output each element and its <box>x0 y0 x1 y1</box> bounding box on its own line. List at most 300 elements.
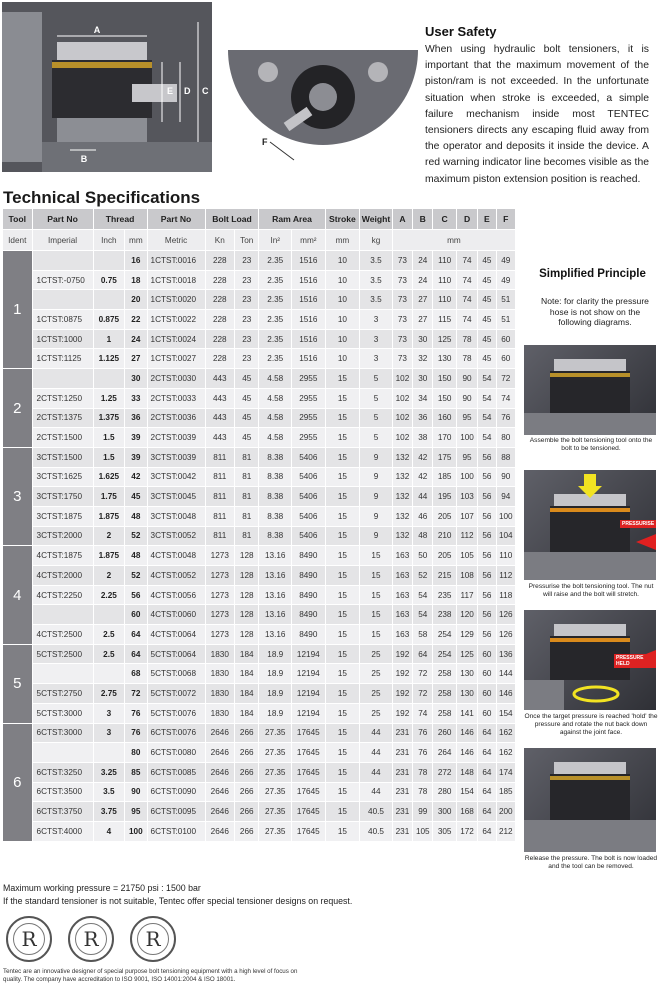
cell-weight: 9 <box>360 467 393 487</box>
table-subheader-row <box>3 230 516 251</box>
cell-stroke: 15 <box>325 467 360 487</box>
header-tool: Tool <box>3 209 33 230</box>
cell-dim-b: 30 <box>413 369 433 389</box>
cell-bolt-load-ton: 23 <box>235 270 259 290</box>
cell-dim-c: 160 <box>433 408 456 428</box>
cell-bolt-load-kn: 228 <box>205 329 235 349</box>
cell-dim-c: 125 <box>433 329 456 349</box>
cell-ram-area-in2: 4.58 <box>259 369 292 389</box>
cell-dim-c: 280 <box>433 782 456 802</box>
cell-weight: 3.5 <box>360 290 393 310</box>
cell-thread-mm: 39 <box>125 447 147 467</box>
cell-part-no-metric: 2CTST:0036 <box>147 408 205 428</box>
cell-dim-b: 72 <box>413 664 433 684</box>
cell-dim-c: 205 <box>433 546 456 566</box>
cell-dim-b: 105 <box>413 821 433 841</box>
tool-ident-cell: 6 <box>3 723 33 841</box>
cell-dim-b: 36 <box>413 408 433 428</box>
cell-bolt-load-ton: 23 <box>235 251 259 271</box>
cell-dim-f: 72 <box>496 369 515 389</box>
cell-ram-area-in2: 18.9 <box>259 703 292 723</box>
cell-bolt-load-kn: 1830 <box>205 644 235 664</box>
cell-dim-a: 73 <box>392 251 412 271</box>
cell-dim-d: 74 <box>456 251 477 271</box>
cell-part-no-metric: 4CTST:0064 <box>147 625 205 645</box>
table-row <box>3 310 516 330</box>
cell-dim-e: 54 <box>478 408 496 428</box>
cell-ram-area-mm2: 1516 <box>292 329 326 349</box>
cell-ram-area-in2: 4.58 <box>259 408 292 428</box>
table-row <box>3 526 516 546</box>
cell-stroke: 15 <box>325 644 360 664</box>
cell-dim-e: 56 <box>478 467 496 487</box>
cell-thread-inch <box>93 664 125 684</box>
table-row <box>3 821 516 841</box>
seal-letter: R <box>13 923 45 955</box>
cell-thread-mm: 20 <box>125 290 147 310</box>
cell-bolt-load-ton: 81 <box>235 506 259 526</box>
label-e: E <box>167 86 174 96</box>
cell-stroke: 15 <box>325 664 360 684</box>
cell-ram-area-in2: 18.9 <box>259 664 292 684</box>
cell-dim-b: 46 <box>413 506 433 526</box>
cell-weight: 3 <box>360 349 393 369</box>
cell-part-no-imperial: 1CTST:1125 <box>32 349 93 369</box>
pressure-held-tag: PRESSURE HELD <box>614 654 656 668</box>
cell-part-no-metric: 6CTST:0095 <box>147 802 205 822</box>
subheader-inch: Inch <box>93 230 125 251</box>
cell-dim-c: 185 <box>433 467 456 487</box>
cell-ram-area-mm2: 8490 <box>292 605 326 625</box>
cell-dim-a: 231 <box>392 802 412 822</box>
cell-stroke: 15 <box>325 566 360 586</box>
table-row <box>3 762 516 782</box>
header-bolt-load: Bolt Load <box>205 209 259 230</box>
cell-dim-f: 51 <box>496 290 515 310</box>
cell-thread-mm: 60 <box>125 605 147 625</box>
table-row <box>3 566 516 586</box>
cell-bolt-load-kn: 1273 <box>205 566 235 586</box>
cell-dim-c: 215 <box>433 566 456 586</box>
cell-dim-a: 231 <box>392 762 412 782</box>
cell-bolt-load-kn: 1830 <box>205 703 235 723</box>
cell-dim-a: 132 <box>392 526 412 546</box>
step-1-photo <box>524 345 656 435</box>
cell-part-no-imperial: 4CTST:2250 <box>32 585 93 605</box>
cell-weight: 44 <box>360 762 393 782</box>
cell-dim-f: 200 <box>496 802 515 822</box>
step-2-caption: Pressurise the bolt tensioning tool. The nut will raise and the bolt will stretch. <box>528 583 654 598</box>
cell-dim-d: 103 <box>456 487 477 507</box>
label-a: A <box>93 25 101 35</box>
cell-dim-d: 78 <box>456 329 477 349</box>
cell-dim-c: 175 <box>433 447 456 467</box>
cell-dim-a: 231 <box>392 821 412 841</box>
cell-bolt-load-kn: 811 <box>205 467 235 487</box>
cell-part-no-imperial: 5CTST:2500 <box>32 644 93 664</box>
cell-ram-area-mm2: 2955 <box>292 428 326 448</box>
cell-thread-mm: 90 <box>125 782 147 802</box>
cell-stroke: 15 <box>325 802 360 822</box>
cell-part-no-metric: 1CTST:0022 <box>147 310 205 330</box>
cell-dim-e: 64 <box>478 762 496 782</box>
cell-thread-mm: 45 <box>125 487 147 507</box>
table-row <box>3 802 516 822</box>
step-3-photo <box>524 610 656 710</box>
cell-part-no-metric: 5CTST:0072 <box>147 684 205 704</box>
cell-thread-inch: 2 <box>93 566 125 586</box>
cell-weight: 15 <box>360 546 393 566</box>
cell-part-no-imperial: 6CTST:3250 <box>32 762 93 782</box>
cell-weight: 9 <box>360 506 393 526</box>
cell-dim-a: 192 <box>392 664 412 684</box>
cell-stroke: 15 <box>325 684 360 704</box>
cell-ram-area-in2: 27.35 <box>259 762 292 782</box>
cell-part-no-imperial: 5CTST:2750 <box>32 684 93 704</box>
cell-part-no-imperial: 1CTST:1000 <box>32 329 93 349</box>
table-row <box>3 644 516 664</box>
cell-ram-area-in2: 2.35 <box>259 310 292 330</box>
cell-stroke: 15 <box>325 762 360 782</box>
cell-part-no-metric: 2CTST:0033 <box>147 388 205 408</box>
cell-thread-inch: 1.875 <box>93 506 125 526</box>
cell-thread-mm: 64 <box>125 625 147 645</box>
cell-part-no-imperial: 2CTST:1375 <box>32 408 93 428</box>
cell-part-no-metric: 4CTST:0060 <box>147 605 205 625</box>
cell-dim-d: 105 <box>456 546 477 566</box>
table-row <box>3 546 516 566</box>
cell-dim-d: 146 <box>456 743 477 763</box>
cell-thread-inch: 2 <box>93 526 125 546</box>
cell-dim-e: 45 <box>478 310 496 330</box>
cell-part-no-metric: 4CTST:0048 <box>147 546 205 566</box>
cell-thread-mm: 36 <box>125 408 147 428</box>
cell-thread-inch: 1.25 <box>93 388 125 408</box>
cell-part-no-metric: 6CTST:0080 <box>147 743 205 763</box>
header-weight: Weight <box>360 209 393 230</box>
cell-dim-c: 258 <box>433 703 456 723</box>
cell-ram-area-mm2: 8490 <box>292 566 326 586</box>
cell-weight: 15 <box>360 605 393 625</box>
cell-bolt-load-ton: 266 <box>235 743 259 763</box>
cell-ram-area-in2: 27.35 <box>259 743 292 763</box>
header-thread: Thread <box>93 209 147 230</box>
cell-dim-d: 90 <box>456 388 477 408</box>
cell-thread-mm: 48 <box>125 506 147 526</box>
cell-thread-inch: 2.5 <box>93 625 125 645</box>
cell-part-no-imperial: 3CTST:1625 <box>32 467 93 487</box>
cell-thread-inch <box>93 290 125 310</box>
cell-part-no-metric: 1CTST:0018 <box>147 270 205 290</box>
cell-bolt-load-ton: 81 <box>235 487 259 507</box>
cell-dim-c: 150 <box>433 369 456 389</box>
cell-bolt-load-ton: 266 <box>235 723 259 743</box>
cell-thread-mm: 80 <box>125 743 147 763</box>
cell-weight: 3.5 <box>360 270 393 290</box>
table-row <box>3 684 516 704</box>
cell-stroke: 15 <box>325 369 360 389</box>
cell-dim-a: 192 <box>392 644 412 664</box>
cell-thread-inch: 1.5 <box>93 428 125 448</box>
cell-bolt-load-ton: 184 <box>235 703 259 723</box>
cell-dim-e: 56 <box>478 447 496 467</box>
cell-dim-e: 45 <box>478 251 496 271</box>
cell-dim-e: 54 <box>478 428 496 448</box>
cell-ram-area-mm2: 5406 <box>292 487 326 507</box>
cell-dim-f: 110 <box>496 546 515 566</box>
cell-stroke: 15 <box>325 506 360 526</box>
header-b: B <box>413 209 433 230</box>
cell-thread-mm: 56 <box>125 585 147 605</box>
cell-dim-f: 88 <box>496 447 515 467</box>
cell-dim-b: 76 <box>413 743 433 763</box>
header-d: D <box>456 209 477 230</box>
cell-stroke: 10 <box>325 349 360 369</box>
cell-dim-b: 99 <box>413 802 433 822</box>
cell-bolt-load-ton: 266 <box>235 802 259 822</box>
cell-dim-c: 254 <box>433 625 456 645</box>
cell-ram-area-in2: 2.35 <box>259 251 292 271</box>
cell-ram-area-in2: 8.38 <box>259 447 292 467</box>
cell-dim-f: 136 <box>496 644 515 664</box>
cell-dim-d: 74 <box>456 290 477 310</box>
cell-dim-a: 231 <box>392 743 412 763</box>
cell-bolt-load-kn: 228 <box>205 310 235 330</box>
cell-dim-e: 64 <box>478 821 496 841</box>
cell-part-no-metric: 3CTST:0048 <box>147 506 205 526</box>
cell-ram-area-in2: 27.35 <box>259 782 292 802</box>
cell-thread-mm: 52 <box>125 526 147 546</box>
cell-dim-f: 174 <box>496 762 515 782</box>
cell-dim-c: 210 <box>433 526 456 546</box>
cell-stroke: 15 <box>325 782 360 802</box>
tool-ident-cell: 2 <box>3 369 33 448</box>
label-b: B <box>80 154 88 164</box>
cell-bolt-load-kn: 811 <box>205 526 235 546</box>
cell-dim-b: 27 <box>413 290 433 310</box>
cell-part-no-metric: 3CTST:0045 <box>147 487 205 507</box>
cell-dim-a: 231 <box>392 782 412 802</box>
header-part-no-metric: Part No <box>147 209 205 230</box>
subheader-imperial: Imperial <box>32 230 93 251</box>
cell-bolt-load-ton: 184 <box>235 644 259 664</box>
cell-part-no-imperial <box>32 369 93 389</box>
cell-thread-inch: 3.75 <box>93 802 125 822</box>
cell-ram-area-in2: 2.35 <box>259 329 292 349</box>
step-4-caption: Release the pressure. The bolt is now loaded and the tool can be removed. <box>524 855 658 870</box>
cell-bolt-load-ton: 184 <box>235 684 259 704</box>
cell-dim-a: 73 <box>392 270 412 290</box>
subheader-dimensions-mm: mm <box>392 230 515 251</box>
cell-dim-e: 45 <box>478 270 496 290</box>
tensioner-dimension-photo <box>2 2 212 172</box>
seal-letter: R <box>137 923 169 955</box>
cell-ram-area-in2: 2.35 <box>259 270 292 290</box>
cell-dim-b: 44 <box>413 487 433 507</box>
cell-thread-inch: 3 <box>93 723 125 743</box>
cell-dim-d: 95 <box>456 408 477 428</box>
cell-part-no-metric: 3CTST:0042 <box>147 467 205 487</box>
cell-ram-area-in2: 2.35 <box>259 349 292 369</box>
cell-bolt-load-ton: 23 <box>235 329 259 349</box>
cell-dim-b: 76 <box>413 723 433 743</box>
cell-dim-f: 60 <box>496 329 515 349</box>
cell-bolt-load-ton: 23 <box>235 290 259 310</box>
cell-bolt-load-ton: 128 <box>235 585 259 605</box>
cell-thread-mm: 52 <box>125 566 147 586</box>
cell-dim-e: 60 <box>478 703 496 723</box>
cell-dim-b: 42 <box>413 467 433 487</box>
cell-bolt-load-kn: 2646 <box>205 762 235 782</box>
cell-dim-e: 54 <box>478 369 496 389</box>
cell-dim-a: 163 <box>392 566 412 586</box>
tool-ident-cell: 1 <box>3 251 33 369</box>
subheader-ident: Ident <box>3 230 33 251</box>
cell-stroke: 15 <box>325 487 360 507</box>
cell-thread-mm: 95 <box>125 802 147 822</box>
cell-dim-c: 150 <box>433 388 456 408</box>
cell-ram-area-mm2: 8490 <box>292 585 326 605</box>
cell-thread-mm: 24 <box>125 329 147 349</box>
cell-thread-mm: 30 <box>125 369 147 389</box>
cell-bolt-load-kn: 228 <box>205 251 235 271</box>
cell-dim-b: 27 <box>413 310 433 330</box>
cell-stroke: 15 <box>325 428 360 448</box>
cell-thread-inch: 1.375 <box>93 408 125 428</box>
tensioner-top-view-drawing <box>228 42 418 178</box>
cell-thread-mm: 76 <box>125 703 147 723</box>
cell-ram-area-mm2: 8490 <box>292 625 326 645</box>
cell-dim-a: 132 <box>392 506 412 526</box>
cell-thread-inch <box>93 743 125 763</box>
cell-thread-inch: 0.875 <box>93 310 125 330</box>
max-pressure-note: Maximum working pressure = 21750 psi : 1500 bar <box>3 883 201 893</box>
cell-thread-mm: 72 <box>125 684 147 704</box>
subheader-mm2: mm² <box>292 230 326 251</box>
cell-dim-c: 254 <box>433 644 456 664</box>
cell-thread-inch: 2.5 <box>93 644 125 664</box>
cell-dim-f: 60 <box>496 349 515 369</box>
cell-ram-area-in2: 13.16 <box>259 625 292 645</box>
cell-bolt-load-kn: 443 <box>205 408 235 428</box>
cell-weight: 15 <box>360 585 393 605</box>
cell-thread-mm: 18 <box>125 270 147 290</box>
cell-dim-e: 54 <box>478 388 496 408</box>
cell-thread-inch: 1.5 <box>93 447 125 467</box>
cell-dim-a: 73 <box>392 349 412 369</box>
cell-thread-inch: 3.5 <box>93 782 125 802</box>
cell-ram-area-in2: 13.16 <box>259 566 292 586</box>
cell-bolt-load-kn: 2646 <box>205 723 235 743</box>
cell-dim-a: 163 <box>392 546 412 566</box>
cell-weight: 15 <box>360 625 393 645</box>
cell-part-no-metric: 1CTST:0027 <box>147 349 205 369</box>
user-safety-title: User Safety <box>425 24 497 39</box>
cell-part-no-metric: 5CTST:0064 <box>147 644 205 664</box>
cell-bolt-load-ton: 45 <box>235 408 259 428</box>
cell-dim-c: 110 <box>433 270 456 290</box>
cell-stroke: 10 <box>325 270 360 290</box>
cell-dim-d: 117 <box>456 585 477 605</box>
cell-part-no-imperial: 6CTST:3000 <box>32 723 93 743</box>
cell-thread-inch: 1 <box>93 329 125 349</box>
tensioner-dimension-drawing <box>2 2 212 172</box>
subheader-in2: In² <box>259 230 292 251</box>
user-safety-body: When using hydraulic bolt tensioners, it is important that the maximum movement of the piston/ram is not exceeded. In the unfortunate situation when stroke is exceeded, a simple failure mechanism inside most TENTEC tensioners directs any escaping fluid away from the operator and deposits it inside the device. A red warning indicator line becomes visible as the maximum piston extension position is reached. <box>425 44 649 185</box>
header-stroke: Stroke <box>325 209 360 230</box>
cell-dim-b: 54 <box>413 585 433 605</box>
cell-bolt-load-kn: 811 <box>205 506 235 526</box>
cell-bolt-load-ton: 45 <box>235 369 259 389</box>
cell-stroke: 15 <box>325 703 360 723</box>
cell-bolt-load-kn: 2646 <box>205 821 235 841</box>
cell-ram-area-in2: 4.58 <box>259 388 292 408</box>
cell-part-no-metric: 2CTST:0030 <box>147 369 205 389</box>
cell-dim-b: 54 <box>413 605 433 625</box>
cell-bolt-load-kn: 1830 <box>205 664 235 684</box>
cell-dim-d: 112 <box>456 526 477 546</box>
cell-dim-e: 56 <box>478 566 496 586</box>
cell-dim-c: 110 <box>433 251 456 271</box>
cell-weight: 3.5 <box>360 251 393 271</box>
subheader-stroke-mm: mm <box>325 230 360 251</box>
tensioner-top-view-photo <box>228 42 418 178</box>
cell-dim-a: 163 <box>392 605 412 625</box>
cell-dim-e: 56 <box>478 605 496 625</box>
cell-dim-b: 58 <box>413 625 433 645</box>
cell-part-no-metric: 6CTST:0085 <box>147 762 205 782</box>
cell-dim-a: 102 <box>392 408 412 428</box>
simplified-principle-note: Note: for clarity the pressure hose is not show on the following diagrams. <box>541 296 649 328</box>
cell-weight: 3 <box>360 310 393 330</box>
cell-ram-area-mm2: 1516 <box>292 310 326 330</box>
cell-stroke: 15 <box>325 408 360 428</box>
cell-dim-e: 56 <box>478 487 496 507</box>
cell-part-no-metric: 5CTST:0068 <box>147 664 205 684</box>
cell-bolt-load-kn: 2646 <box>205 743 235 763</box>
cell-dim-b: 32 <box>413 349 433 369</box>
cell-part-no-metric: 1CTST:0024 <box>147 329 205 349</box>
cell-dim-c: 170 <box>433 428 456 448</box>
cell-part-no-metric: 1CTST:0016 <box>147 251 205 271</box>
cell-ram-area-in2: 18.9 <box>259 644 292 664</box>
cell-weight: 5 <box>360 388 393 408</box>
cell-ram-area-mm2: 8490 <box>292 546 326 566</box>
cell-bolt-load-kn: 1273 <box>205 605 235 625</box>
cell-dim-d: 129 <box>456 625 477 645</box>
cell-dim-e: 56 <box>478 546 496 566</box>
cell-stroke: 15 <box>325 821 360 841</box>
step-3-caption: Once the target pressure is reached 'hold' the pressure and rotate the nut back down against the joint face. <box>524 713 658 736</box>
cell-thread-inch: 4 <box>93 821 125 841</box>
cell-dim-e: 45 <box>478 290 496 310</box>
company-statement: Tentec are an innovative designer of special purpose bolt tensioning equipment with a high level of focus on quality. The company have accreditation to ISO 9001, ISO 14001:2004 & ISO 18001. <box>3 968 298 983</box>
cell-dim-f: 212 <box>496 821 515 841</box>
cell-dim-b: 24 <box>413 251 433 271</box>
cell-bolt-load-kn: 228 <box>205 270 235 290</box>
cell-ram-area-mm2: 12194 <box>292 703 326 723</box>
cell-thread-inch: 1.625 <box>93 467 125 487</box>
cell-dim-a: 132 <box>392 487 412 507</box>
cell-weight: 25 <box>360 703 393 723</box>
subheader-kn: Kn <box>205 230 235 251</box>
cell-weight: 3 <box>360 329 393 349</box>
table-body <box>3 251 516 842</box>
cell-dim-f: 76 <box>496 408 515 428</box>
cell-ram-area-mm2: 17645 <box>292 821 326 841</box>
cell-bolt-load-kn: 811 <box>205 487 235 507</box>
cell-ram-area-in2: 4.58 <box>259 428 292 448</box>
